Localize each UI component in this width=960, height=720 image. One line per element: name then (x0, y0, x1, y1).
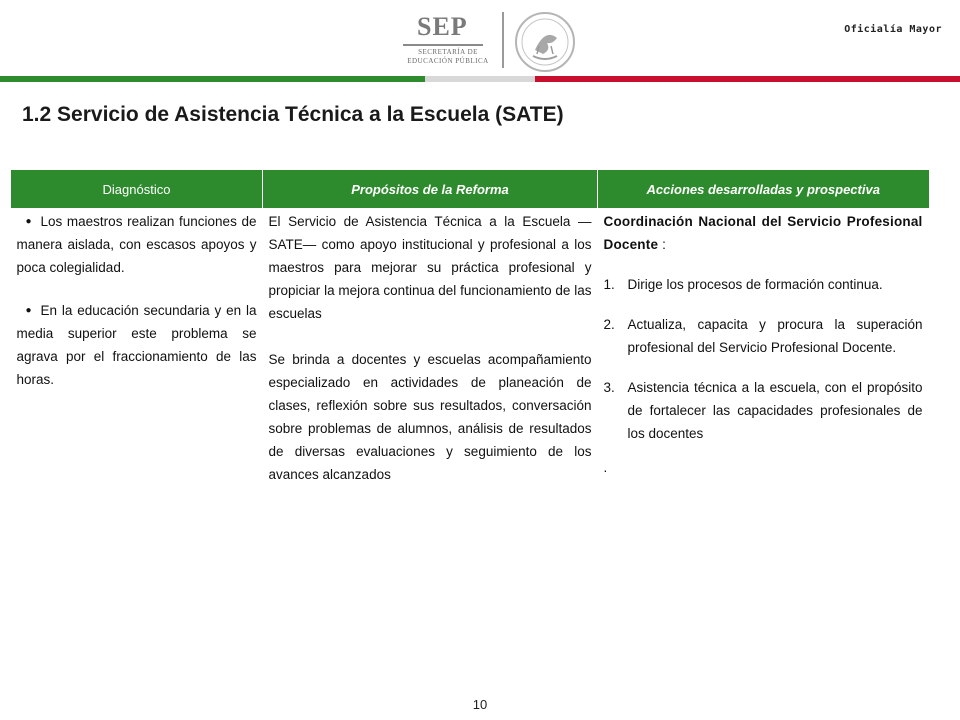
acciones-item-number: 3. (603, 380, 615, 395)
diagnostico-cell (11, 208, 263, 488)
acciones-item-number: 1. (603, 277, 615, 292)
acciones-heading (604, 210, 923, 256)
slide-title: 1.2 Servicio de Asistencia Técnica a la Escuela (SATE) (22, 103, 564, 126)
page-number: 10 (472, 697, 488, 712)
acciones-list (604, 273, 923, 445)
sate-table (10, 170, 929, 488)
propositos-cell (263, 208, 598, 488)
acciones-list-item (604, 313, 923, 359)
sep-logo-subtitle-line1: SECRETARÍA DE (418, 48, 478, 56)
mexico-coat-of-arms-icon (513, 10, 577, 74)
header-propositos: Propósitos de la Reforma (263, 170, 598, 208)
acciones-heading-text: Coordinación Nacional del Servicio Profesional Docente (603, 214, 923, 252)
acciones-list-item (604, 273, 923, 296)
sep-logo (385, 10, 585, 72)
header-acciones: Acciones desarrolladas y prospectiva (598, 170, 929, 208)
acciones-cell (598, 208, 929, 488)
acciones-item-number: 2. (603, 317, 615, 332)
sep-logo-rule (403, 44, 483, 46)
logo-divider (502, 12, 504, 68)
propositos-paragraph: Se brinda a docentes y escuelas acompañamiento especializado en actividades de planeación de clases, reflexión sobre sus resultados, conversación sobre problemas de alumnos, análisis de resultados de diversas evaluaciones y seguimiento de los avances alcanzados (268, 352, 592, 482)
acciones-trailing-dot: . (603, 460, 608, 475)
diagnostico-item (17, 210, 257, 279)
acciones-heading-suffix: : (658, 237, 667, 252)
acciones-item-text: Asistencia técnica a la escuela, con el propósito de fortalecer las capacidades profesionales de los docentes (627, 380, 923, 441)
acciones-item-text: Actualiza, capacita y procura la superación profesional del Servicio Profesional Docente. (627, 317, 923, 355)
oficialia-mayor-label: Oficialía Mayor (844, 24, 942, 35)
sep-logo-subtitle (403, 48, 493, 66)
bullet-icon: ● (25, 216, 32, 227)
diagnostico-text: En la educación secundaria y en la media superior este problema se agrava por el fraccionamiento de las horas. (16, 303, 257, 387)
sep-logo-text: SEP (417, 12, 468, 41)
gray-stripe (425, 76, 535, 82)
acciones-list-item (604, 376, 923, 445)
sep-logo-subtitle-line2: EDUCACIÓN PÚBLICA (407, 57, 489, 65)
acciones-item-text: Dirige los procesos de formación continua. (627, 277, 883, 292)
propositos-paragraph: El Servicio de Asistencia Técnica a la Escuela —SATE— como apoyo institucional y profesional a los maestros para mejorar su práctica profesional y propiciar la mejora continua del funcionamiento de las escuelas (268, 214, 592, 321)
header-diagnostico: Diagnóstico (11, 170, 263, 208)
green-stripe (0, 76, 425, 82)
bullet-icon: ● (25, 305, 32, 316)
diagnostico-text: Los maestros realizan funciones de manera aislada, con escasos apoyos y poca colegialidad. (16, 214, 257, 275)
diagnostico-item (17, 299, 257, 391)
red-stripe (535, 76, 960, 82)
